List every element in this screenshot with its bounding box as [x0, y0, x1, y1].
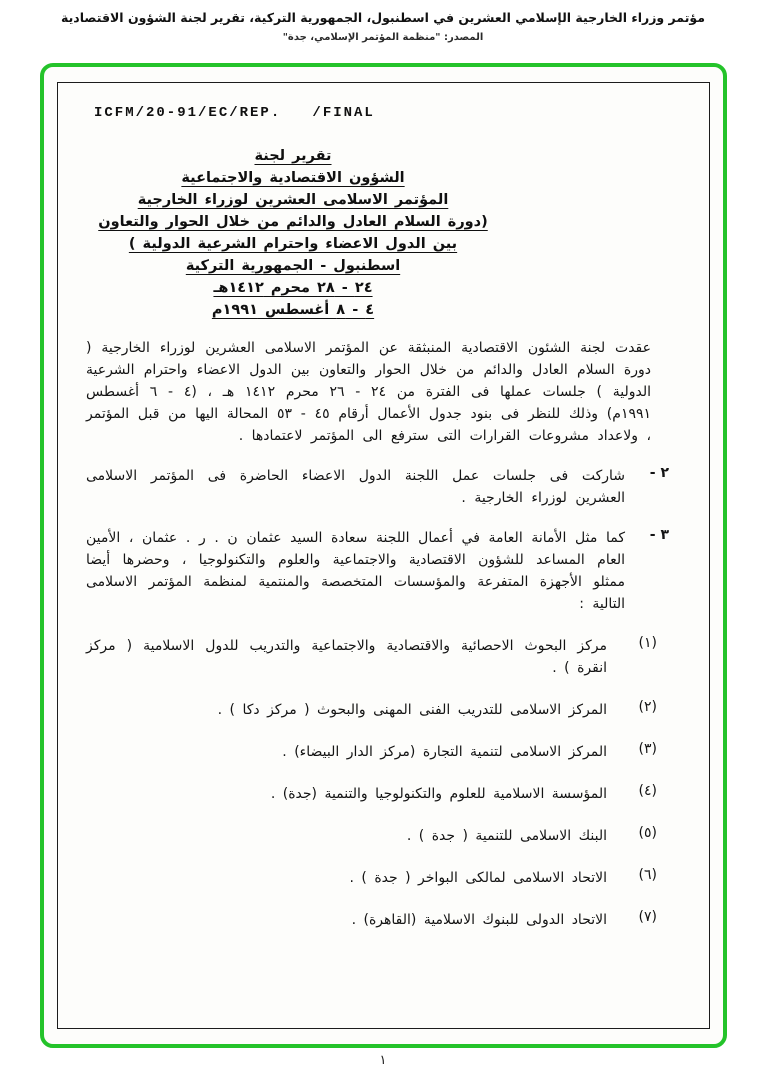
scan-highlight-frame [40, 63, 727, 1048]
list-item-5-text: البنك الاسلامى للتنمية ( جدة ) . [406, 828, 607, 844]
title-line-7: ٢٤ - ٢٨ محرم ١٤١٢هـ [213, 280, 373, 296]
title-line-2: الشؤون الاقتصادية والاجتماعية [181, 170, 405, 186]
list-item-7 [86, 909, 669, 931]
title-line-5: بين الدول الاعضاء واحترام الشرعية الدولية ) [128, 236, 458, 252]
list-item-2-text: المركز الاسلامى للتدريب الفنى المهنى والبحوث ( مركز دكا ) . [217, 702, 607, 718]
list-item-2 [86, 699, 669, 721]
paragraph-1-text: عقدت لجنة الشئون الاقتصادية المنبثقة عن المؤتمر الاسلامى العشرين لوزراء الخارجية ( دورة السلام العادل والدائم من خلال الحوار والتعاون بين الدول الاعضاء واحترام الشرعية الدولية ) جلسات عملها فى الفترة من ٢٤ - ٢٦ محرم ١٤١٢ هـ ، (٤ - ٦ أغسطس ١٩٩١م) وذلك للنظر فى بنود جدول الأعمال أرقام ٤٥ - ٥٣ المحالة اليها من قبل المؤتمر ، ولاعداد مشروعات القرارات التى سترفع الى المؤتمر لاعتمادها . [86, 340, 652, 444]
list-item-5-number: (٥) [638, 825, 657, 841]
list-item-3 [86, 741, 669, 763]
document-reference: ICFM/20-91/EC/REP. /FINAL [94, 105, 375, 121]
page-number: ١ [379, 1053, 387, 1068]
title-line-8: ٤ - ٨ أغسطس ١٩٩١م [211, 302, 375, 318]
list-item-4 [86, 783, 669, 805]
list-item-6-number: (٦) [638, 867, 657, 883]
list-item-7-text: الاتحاد الدولى للبنوك الاسلامية (القاهرة) . [351, 912, 607, 928]
document-title-block [97, 145, 489, 321]
scanned-document-page [57, 82, 710, 1029]
list-item-1-text: مركز البحوث الاحصائية والاقتصادية والاجتماعية والتدريب للدول الاسلامية ( مركز انقرة ) . [86, 638, 607, 676]
source-value: "منظمة المؤتمر الإسلامي، جدة" [282, 32, 441, 43]
title-line-3: المؤتمر الاسلامى العشرين لوزراء الخارجية [137, 192, 449, 208]
source-label: المصدر: [443, 32, 484, 43]
list-item-7-number: (٧) [638, 909, 657, 925]
title-line-4: (دورة السلام العادل والدائم من خلال الحوار والتعاون [98, 214, 488, 230]
paragraph-2-text: شاركت فى جلسات عمل اللجنة الدول الاعضاء الحاضرة فى المؤتمر الاسلامى العشرين لوزراء الخارجية . [86, 468, 625, 506]
list-item-5 [86, 825, 669, 847]
title-line-6: اسطنبول - الجمهورية التركية [185, 258, 401, 274]
list-item-3-number: (٣) [638, 741, 657, 757]
catalog-header [0, 10, 766, 43]
paragraph-3 [86, 527, 669, 615]
document-body [86, 337, 669, 931]
paragraph-3-text: كما مثل الأمانة العامة في أعمال اللجنة سعادة السيد عثمان ن . ر . عثمان ، الأمين العام المساعد للشؤون الاقتصادية والاجتماعية والعلوم والتكنولوجيا ، وحضرها أيضا ممثلو الأجهزة المتفرعة والمؤسسات المتخصصة والمنتمية لمنظمة المؤتمر الاسلامى التالية : [86, 530, 625, 612]
title-line-1: تقرير لجنة [254, 148, 332, 164]
list-item-3-text: المركز الاسلامى لتنمية التجارة (مركز الدار البيضاء) . [282, 744, 607, 760]
list-item-6-text: الاتحاد الاسلامى لمالكى البواخر ( جدة ) . [349, 870, 607, 886]
paragraph-2 [86, 465, 669, 509]
list-item-6 [86, 867, 669, 889]
paragraph-2-number: ٢ - [649, 465, 669, 481]
catalog-title: مؤتمر وزراء الخارجية الإسلامي العشرين في اسطنبول، الجمهورية التركية، تقرير لجنة الشؤون الاقتصادية [61, 10, 705, 25]
list-item-2-number: (٢) [638, 699, 657, 715]
list-item-1-number: (١) [638, 635, 657, 651]
list-item-4-number: (٤) [638, 783, 657, 799]
list-item-4-text: المؤسسة الاسلامية للعلوم والتكنولوجيا والتنمية (جدة) . [270, 786, 607, 802]
catalog-source-line [0, 32, 766, 43]
paragraph-3-number: ٣ - [649, 527, 669, 543]
list-item-1 [86, 635, 669, 679]
